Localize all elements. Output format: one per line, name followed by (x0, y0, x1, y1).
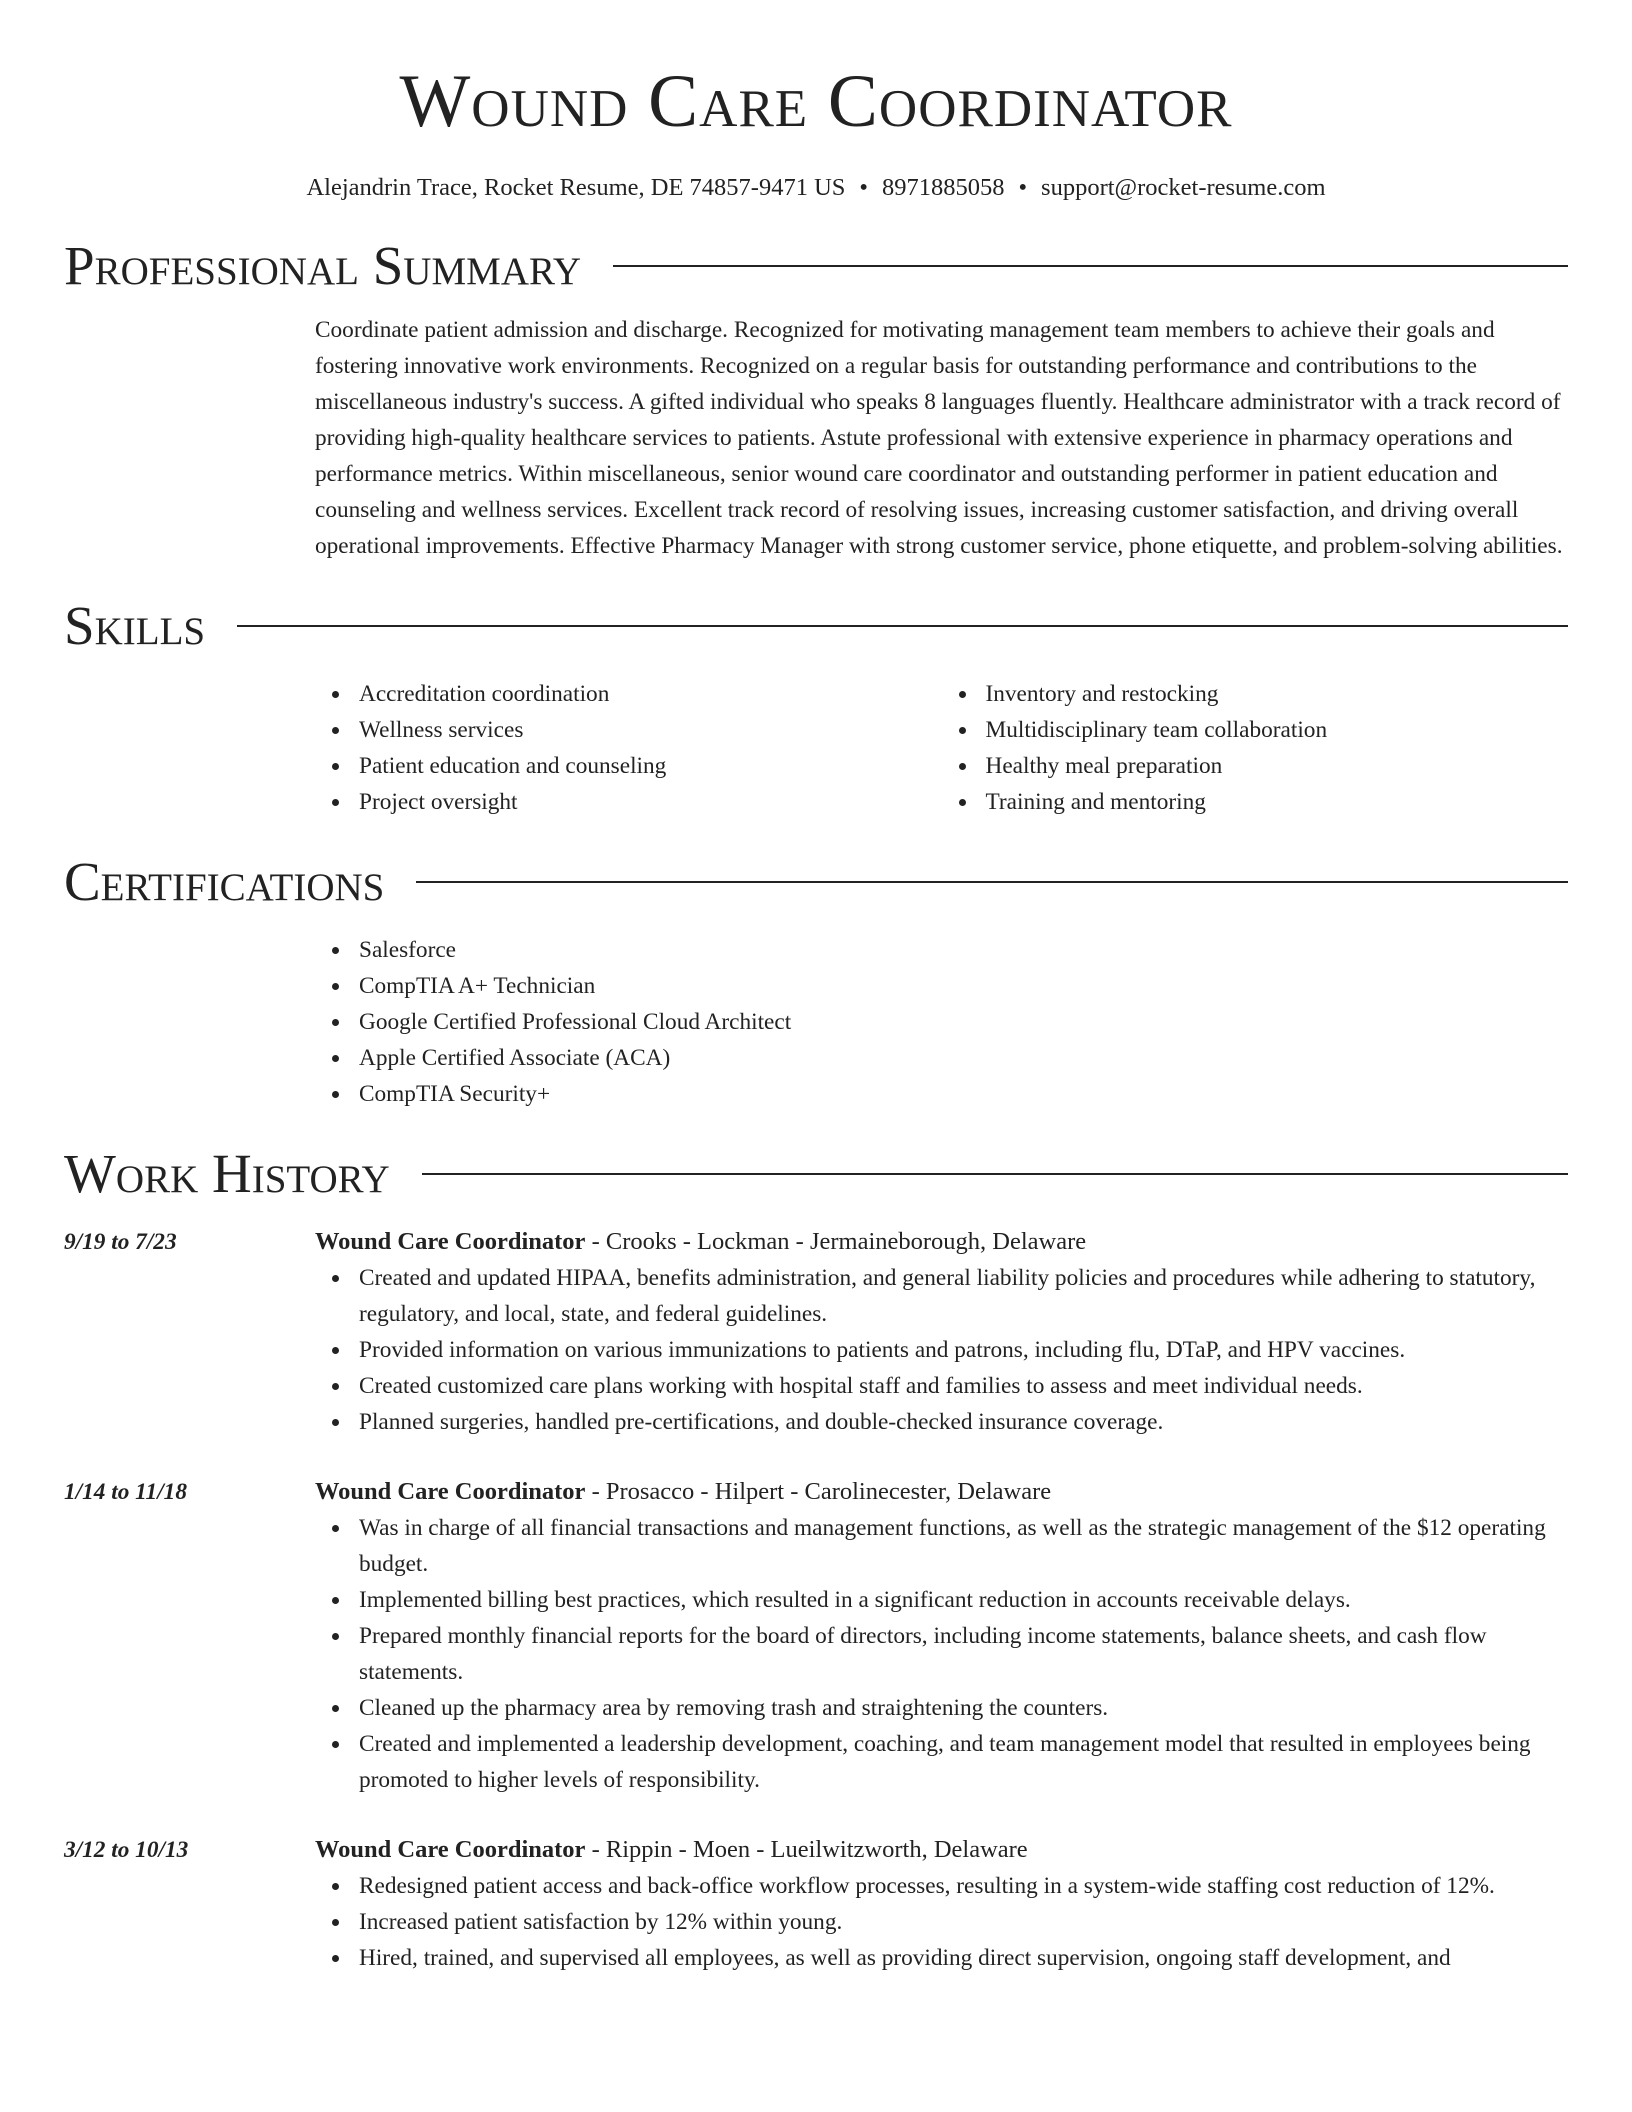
job-title: Wound Care Coordinator (315, 1478, 586, 1505)
certification-item: Salesforce (359, 932, 1568, 968)
job-bullet: Prepared monthly financial reports for the board of directors, including income statements, balance sheets, and cash flow statements. (359, 1618, 1568, 1690)
job-entry (64, 1832, 1568, 1976)
work-heading: Work History (64, 1143, 390, 1204)
certifications-section-header (64, 850, 1568, 914)
section-divider (422, 1173, 1568, 1175)
certification-item: Google Certified Professional Cloud Architect (359, 1004, 1568, 1040)
job-details (315, 1224, 1568, 1440)
job-title: Wound Care Coordinator (315, 1836, 586, 1863)
summary-heading: Professional Summary (64, 235, 582, 296)
job-header (315, 1224, 1568, 1260)
certification-item: CompTIA A+ Technician (359, 968, 1568, 1004)
skill-item: Wellness services (359, 712, 942, 748)
skills-column-right (942, 676, 1569, 820)
contact-address: Alejandrin Trace, Rocket Resume, DE 74857-9471 US (306, 174, 846, 201)
job-bullet: Created and implemented a leadership development, coaching, and team management model that resulted in employees being promoted to higher levels of responsibility. (359, 1726, 1568, 1798)
job-details (315, 1474, 1568, 1798)
contact-separator: • (1018, 174, 1028, 201)
job-company: - Prosacco - Hilpert - Carolinecester, Delaware (585, 1478, 1052, 1505)
skills-list (315, 676, 1568, 820)
certification-item: CompTIA Security+ (359, 1076, 1568, 1112)
job-bullet: Created and updated HIPAA, benefits administration, and general liability policies and procedures while adhering to statutory, regulatory, and local, state, and federal guidelines. (359, 1260, 1568, 1332)
section-divider (416, 881, 1568, 883)
job-dates: 9/19 to 7/23 (64, 1229, 177, 1255)
job-bullet: Provided information on various immunizations to patients and patrons, including flu, DTaP, and HPV vaccines. (359, 1332, 1568, 1368)
summary-text: Coordinate patient admission and discharge. Recognized for motivating management team members to achieve their goals and fostering innovative work environments. Recognized on a regular basis for outstanding performance and contributions to the miscellaneous industry's success. A gifted individual who speaks 8 languages fluently. Healthcare administrator with a track record of providing high-quality healthcare services to patients. Astute professional with extensive experience in pharmacy operations and performance metrics. Within miscellaneous, senior wound care coordinator and outstanding performer in patient education and counseling and wellness services. Excellent track record of resolving issues, increasing customer satisfaction, and driving overall operational improvements. Effective Pharmacy Manager with strong customer service, phone etiquette, and problem-solving abilities. (315, 317, 1563, 559)
job-company: - Crooks - Lockman - Jermaineborough, Delaware (585, 1228, 1087, 1255)
job-bullets (315, 1260, 1568, 1440)
skill-item: Accreditation coordination (359, 676, 942, 712)
job-bullet: Increased patient satisfaction by 12% within young. (359, 1904, 1568, 1940)
job-header (315, 1832, 1568, 1868)
section-divider (613, 265, 1568, 267)
contact-email: support@rocket-resume.com (1041, 174, 1326, 201)
job-bullet: Implemented billing best practices, which resulted in a significant reduction in accounts receivable delays. (359, 1582, 1568, 1618)
certifications-list (315, 932, 1568, 1112)
skill-item: Multidisciplinary team collaboration (986, 712, 1569, 748)
job-bullet: Was in charge of all financial transactions and management functions, as well as the strategic management of the $12 operating budget. (359, 1510, 1568, 1582)
summary-section-header (64, 234, 1568, 298)
skill-item: Training and mentoring (986, 784, 1569, 820)
job-header (315, 1474, 1568, 1510)
skills-column-left (315, 676, 942, 820)
skills-heading: Skills (64, 595, 206, 656)
job-bullets (315, 1868, 1568, 1976)
job-bullet: Hired, trained, and supervised all employees, as well as providing direct supervision, ongoing staff development, and (359, 1940, 1568, 1976)
job-bullet: Planned surgeries, handled pre-certifications, and double-checked insurance coverage. (359, 1404, 1568, 1440)
job-entry (64, 1224, 1568, 1440)
job-details (315, 1832, 1568, 1976)
summary-body (315, 312, 1568, 564)
skills-section-header (64, 594, 1568, 658)
work-section-header (64, 1142, 1568, 1206)
contact-line (64, 172, 1568, 204)
skill-item: Healthy meal preparation (986, 748, 1569, 784)
job-entry (64, 1474, 1568, 1798)
certifications-heading: Certifications (64, 851, 385, 912)
section-divider (237, 625, 1568, 627)
job-title: Wound Care Coordinator (315, 1228, 586, 1255)
contact-separator: • (859, 174, 868, 201)
job-dates: 3/12 to 10/13 (64, 1837, 189, 1863)
skill-item: Project oversight (359, 784, 942, 820)
certification-item: Apple Certified Associate (ACA) (359, 1040, 1568, 1076)
job-bullet: Created customized care plans working with hospital staff and families to assess and meet individual needs. (359, 1368, 1568, 1404)
contact-phone: 8971885058 (881, 174, 1005, 201)
skill-item: Patient education and counseling (359, 748, 942, 784)
resume-page (64, 0, 1568, 1976)
job-bullet: Redesigned patient access and back-office workflow processes, resulting in a system-wide staffing cost reduction of 12%. (359, 1868, 1568, 1904)
job-company: - Rippin - Moen - Lueilwitzworth, Delaware (585, 1836, 1028, 1863)
job-bullets (315, 1510, 1568, 1798)
skill-item: Inventory and restocking (986, 676, 1569, 712)
resume-title: Wound Care Coordinator (399, 60, 1233, 143)
job-bullet: Cleaned up the pharmacy area by removing trash and straightening the counters. (359, 1690, 1568, 1726)
job-dates: 1/14 to 11/18 (64, 1479, 187, 1505)
